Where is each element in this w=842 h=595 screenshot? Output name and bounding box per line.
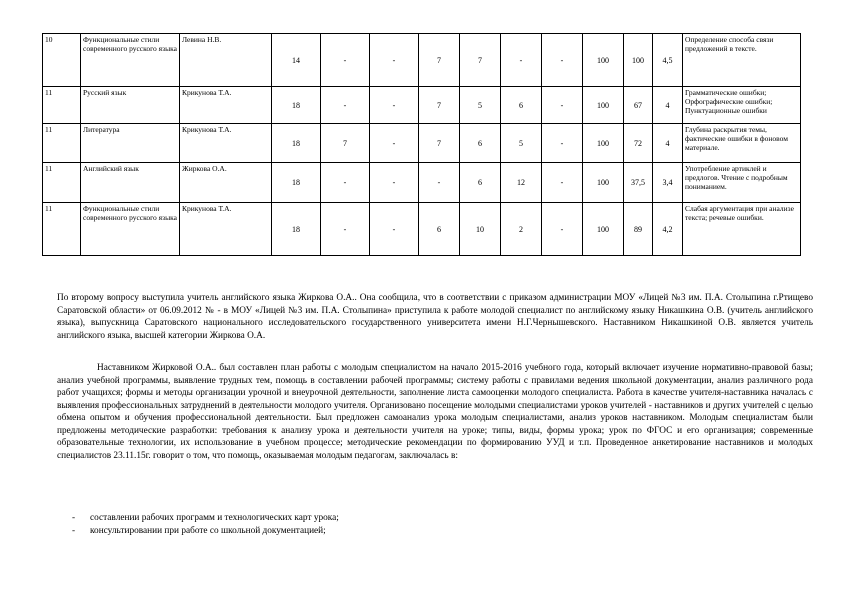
value-cell: -: [542, 163, 583, 203]
value-cell: 100: [583, 203, 624, 256]
value-cell: 5: [501, 124, 542, 163]
subject-cell: Русский язык: [81, 87, 180, 124]
table-row: [43, 87, 801, 124]
value-cell: -: [321, 163, 370, 203]
value-cell: 7: [419, 34, 460, 87]
list-dash: -: [72, 513, 76, 523]
value-cell: 100: [583, 34, 624, 87]
teacher-cell: Крикунова Т.А.: [180, 87, 272, 124]
value-cell: 67: [624, 87, 653, 124]
note-cell: Определение способа связи предложений в тексте.: [683, 34, 801, 87]
value-cell: 89: [624, 203, 653, 256]
value-cell: 2: [501, 203, 542, 256]
value-cell: 5: [460, 87, 501, 124]
teacher-cell: Жиркова О.А.: [180, 163, 272, 203]
value-cell: 18: [272, 203, 321, 256]
value-cell: 4,5: [653, 34, 683, 87]
value-cell: -: [321, 87, 370, 124]
teacher-cell: Левина Н.В.: [180, 34, 272, 87]
value-cell: -: [542, 124, 583, 163]
value-cell: -: [419, 163, 460, 203]
list-item: [72, 512, 339, 525]
note-cell: Слабая аргументация при анализе текста; речевые ошибки.: [683, 203, 801, 256]
grade-cell: 11: [43, 163, 81, 203]
value-cell: 10: [460, 203, 501, 256]
value-cell: 4: [653, 87, 683, 124]
value-cell: 100: [583, 124, 624, 163]
value-cell: -: [501, 34, 542, 87]
value-cell: -: [542, 87, 583, 124]
value-cell: 6: [460, 163, 501, 203]
value-cell: 6: [419, 203, 460, 256]
value-cell: 4: [653, 124, 683, 163]
subject-cell: Английский язык: [81, 163, 180, 203]
table-row: [43, 34, 801, 87]
grade-cell: 11: [43, 203, 81, 256]
note-cell: Грамматические ошибки; Орфографические ошибки; Пунктуационные ошибки: [683, 87, 801, 124]
results-table: [42, 33, 801, 256]
teacher-cell: Крикунова Т.А.: [180, 124, 272, 163]
list-item-text: составлении рабочих программ и технологических карт урока;: [90, 513, 339, 523]
value-cell: -: [370, 124, 419, 163]
subject-cell: Литература: [81, 124, 180, 163]
subject-cell: Функциональные стили современного русского языка: [81, 34, 180, 87]
value-cell: 7: [419, 87, 460, 124]
value-cell: 3,4: [653, 163, 683, 203]
value-cell: 18: [272, 124, 321, 163]
value-cell: -: [321, 34, 370, 87]
value-cell: 4,2: [653, 203, 683, 256]
help-list: [72, 512, 339, 538]
table-row: [43, 124, 801, 163]
value-cell: -: [321, 203, 370, 256]
note-cell: Глубина раскрытия темы, фактические ошибки в фоновом материале.: [683, 124, 801, 163]
value-cell: 7: [321, 124, 370, 163]
value-cell: 7: [460, 34, 501, 87]
value-cell: -: [370, 34, 419, 87]
value-cell: 14: [272, 34, 321, 87]
note-cell: Употребление артиклей и предлогов. Чтение с подробным пониманием.: [683, 163, 801, 203]
value-cell: -: [542, 34, 583, 87]
value-cell: 18: [272, 87, 321, 124]
grade-cell: 11: [43, 124, 81, 163]
value-cell: 100: [583, 87, 624, 124]
value-cell: -: [370, 163, 419, 203]
value-cell: 37,5: [624, 163, 653, 203]
table-row: [43, 163, 801, 203]
grade-cell: 11: [43, 87, 81, 124]
value-cell: 6: [460, 124, 501, 163]
teacher-cell: Крикунова Т.А.: [180, 203, 272, 256]
value-cell: -: [370, 203, 419, 256]
value-cell: 72: [624, 124, 653, 163]
table-row: [43, 203, 801, 256]
value-cell: -: [370, 87, 419, 124]
value-cell: 18: [272, 163, 321, 203]
value-cell: 6: [501, 87, 542, 124]
list-item: [72, 525, 339, 538]
list-item-text: консультировании при работе со школьной документацией;: [90, 526, 326, 536]
grade-cell: 10: [43, 34, 81, 87]
value-cell: 12: [501, 163, 542, 203]
value-cell: -: [542, 203, 583, 256]
subject-cell: Функциональные стили современного русского языка: [81, 203, 180, 256]
value-cell: 7: [419, 124, 460, 163]
paragraph-second: Наставником Жирковой О.А.. был составлен план работы с молодым специалистом на начало 2015-2016 учебного года, который включает изучение нормативно-правовой базы; анализ учебной программы, выявление трудных тем, помощь в составлении рабочей программы; систему работы с правилами ведения школьной документации, анализ различного рода работ учащихся; формы и методы организации урочной и внеурочной деятельности, заполнение листа самооценки молодого специалиста. Работа в качестве учителя-наставника началась с выявления профессиональных затруднений в деятельности молодого учителя. Организовано посещение молодыми специалистами уроков учителей - наставников и других учителей с целью обмена опытом и обучения профессиональной деятельности. Был предложен самоанализ урока молодым специалистами, анализ уроков наставником. Молодым специалистам были предложены методические разработки: требования к анализу урока и деятельности учителя на уроке; типы, виды, формы урока; урок по ФГОС и его организация; современные образовательные технологии, их использование в учебном процессе; методические рекомендации по формированию УУД и т.п. Проведенное анкетирование наставников и молодых специалистов 23.11.15г. говорит о том, что помощь, оказываемая молодым педагогам, заключалась в:: [57, 363, 813, 461]
value-cell: 100: [583, 163, 624, 203]
value-cell: 100: [624, 34, 653, 87]
list-dash: -: [72, 526, 76, 536]
paragraph-first: По второму вопросу выступила учитель английского языка Жиркова О.А.. Она сообщила, что в соответствии с приказом администрации МОУ «Лицей №3 им. П.А. Столыпина г.Ртищево Саратовской области» от 06.09.2012 № - в МОУ «Лицей №3 им. П.А. Столыпина» приступила к работе молодой специалист по английскому языку Никашкина О.В. (учитель английского языка), выпускница Саратовского национального исследовательского государственного университета имени Н.Г.Чернышевского. Наставником Никашкиной О.В. является учитель английского языка, высшей категории Жиркова О.А.: [57, 293, 813, 341]
